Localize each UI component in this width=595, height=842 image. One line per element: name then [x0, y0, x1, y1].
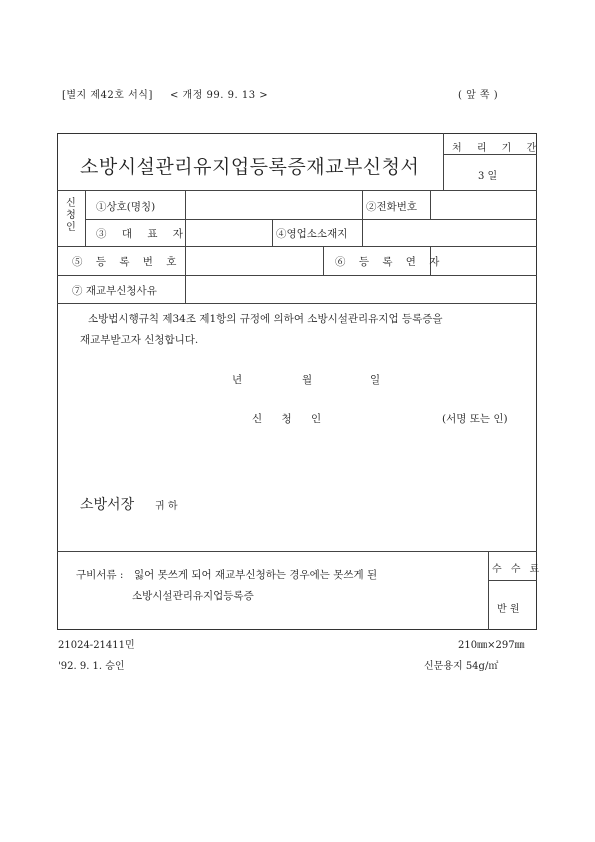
address-label-line	[272, 219, 273, 246]
trade-name-field[interactable]	[187, 192, 361, 217]
applicant-group-label: 신청인	[66, 198, 76, 233]
representative-field[interactable]	[187, 221, 271, 244]
revision-date: < 개정 99. 9. 13 >	[170, 90, 269, 101]
signature-label: 신 청 인	[252, 413, 330, 425]
row-divider	[57, 275, 537, 276]
approval-date: '92. 9. 1. 승인	[58, 661, 125, 672]
form-title: 소방시설관리유지업등록증재교부신청서	[80, 156, 420, 178]
processing-column-line	[443, 133, 444, 190]
fee-divider	[488, 580, 537, 581]
applicant-column-line	[85, 190, 86, 246]
phone-field[interactable]	[432, 192, 535, 217]
registration-date-field[interactable]	[432, 248, 535, 273]
form-code: 21024-21411민	[58, 640, 135, 651]
fee-column-line	[488, 551, 489, 630]
representative-label: ③ 대 표 자	[96, 228, 189, 240]
addressee: 소방서장	[80, 497, 135, 513]
fee-value: 반 원	[497, 604, 520, 615]
row-divider	[57, 551, 537, 552]
trade-name-label: ①상호(명칭)	[96, 201, 156, 213]
signature-note: (서명 또는 인)	[442, 413, 508, 425]
regdate-label-line	[323, 246, 324, 275]
form-reference: [별지 제42호 서식]	[62, 90, 153, 101]
reason-label: ⑦ 재교부신청사유	[72, 285, 157, 297]
row-divider	[57, 303, 537, 304]
business-address-field[interactable]	[364, 221, 535, 244]
page-side-label: ( 앞 쪽 )	[458, 90, 499, 101]
registration-number-label: ⑤ 등 록 번 호	[72, 256, 182, 268]
phone-label: ②전화번호	[366, 201, 418, 213]
address-value-line	[362, 219, 363, 246]
registration-number-field[interactable]	[187, 248, 321, 273]
documents-line-1: 잃어 못쓰게 되어 재교부신청하는 경우에는 못쓰게 된	[134, 569, 378, 581]
row-divider	[57, 246, 537, 247]
row-divider	[85, 219, 537, 220]
paper-type: 신문용지 54g/㎡	[424, 661, 499, 672]
statement-line-2: 재교부받고자 신청합니다.	[80, 334, 199, 346]
paper-size: 210㎜×297㎜	[458, 640, 525, 651]
date-month: 월	[302, 374, 313, 386]
reason-label-line	[185, 275, 186, 303]
business-address-label: ④영업소소재지	[276, 228, 348, 240]
processing-period-value: 3 일	[478, 171, 498, 182]
addressee-suffix: 귀 하	[155, 501, 178, 512]
date-year: 년	[232, 374, 243, 386]
statement-line-1: 소방법시행규칙 제34조 제1항의 규정에 의하여 소방시설관리유지업 등록증을	[88, 313, 443, 325]
row-divider	[57, 190, 537, 191]
fee-label: 수 수 료	[492, 564, 543, 575]
registration-date-label: ⑥ 등 록 연 자	[335, 256, 445, 268]
documents-label: 구비서류 :	[76, 569, 124, 581]
documents-line-2: 소방시설관리유지업등록증	[132, 590, 254, 602]
processing-period-label: 처 리 기 간	[452, 143, 543, 154]
processing-divider	[443, 154, 537, 155]
phone-label-line	[362, 190, 363, 219]
phone-value-line	[430, 190, 431, 219]
reason-field[interactable]	[187, 277, 535, 301]
date-day: 일	[370, 374, 381, 386]
